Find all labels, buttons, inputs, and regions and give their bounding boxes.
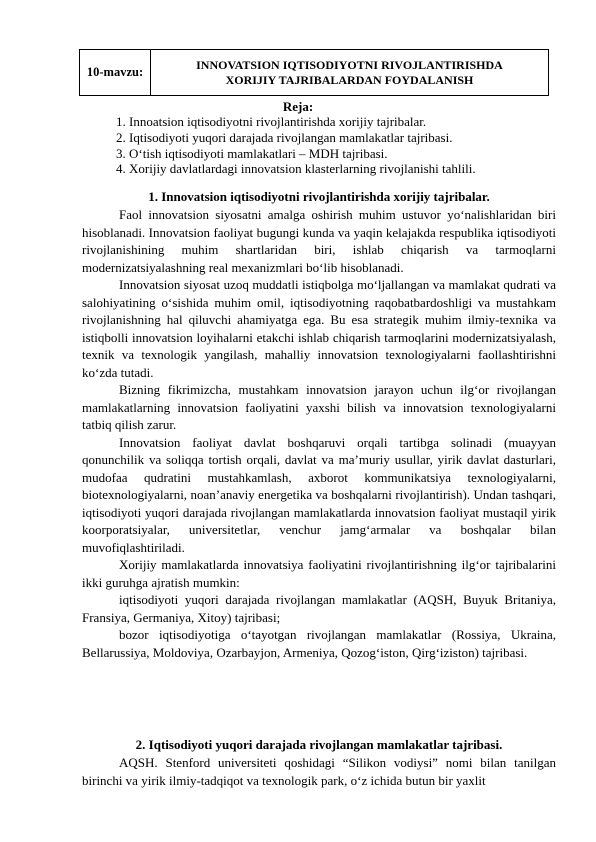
paragraph: Bizning fikrimizcha, mustahkam innovatsion jarayon uchun ilg‘or rivojlangan mamlakatlarning innovatsion faoliyatini yaxshi bilish va innovatsion texnologiyalarni tatbiq qilish zarur.: [82, 382, 556, 432]
paragraph: iqtisodiyoti yuqori darajada rivojlangan mamlakatlar (AQSH, Buyuk Britaniya, Fransiya, Germaniya, Xitoy) tajribasi;: [82, 592, 556, 625]
plan-item: 1. Innoatsion iqtisodiyotni rivojlantirishda xorijiy tajribalar.: [116, 114, 427, 129]
plan-title: Reja:: [282, 99, 314, 114]
section-2-body: [82, 754, 556, 789]
section-1-body: [82, 206, 556, 661]
paragraph: Faol innovatsion siyosatni amalga oshirish muhim ustuvor yo‘nalishlaridan biri hisoblanadi. Innovatsion faoliyat bugungi kunda va yaqin kelajakda respublika iqtisodiyoti rivojlanishining muhim shartlaridan biri, ishlab chiqarish va tarmoqlarni modernizatsiyalashning real mexanizmlari bo‘lib hisoblanadi.: [82, 207, 556, 275]
section-1-heading: 1. Innovatsion iqtisodiyotni rivojlantirishda xorijiy tajribalar.: [148, 189, 490, 204]
paragraph: Innovatsion faoliyat davlat boshqaruvi orqali tartibga solinadi (muayyan qonunchilik va soliqqa tortish orqali, davlat va ma’muriy usullar, yirik davlat dasturlari, mudofaa qudratini mustahkamlash, axborot kommunikatsiya texnologiyalarni, biotexnologiyalarni, noan’anaviy energetika va boshqalarni rivojlantirish). Undan tashqari, iqtisodiyoti yuqori darajada rivojlangan mamlakatlarda innovatsion faoliyat mustaqil yirik koorporatsiyalar, universitetlar, venchur jamg‘armalar va boshqalar bilan muvofiqlashtiriladi.: [82, 434, 556, 555]
paragraph: AQSH. Stenford universiteti qoshidagi “Silikon vodiysi” nomi bilan tanilgan birinchi va yirik ilmiy-tadqiqot va texnologik park, o‘z ichida butun bir yaxlit: [82, 755, 556, 788]
section-2-heading: 2. Iqtisodiyoti yuqori darajada rivojlangan mamlakatlar tajribasi.: [135, 737, 503, 752]
plan-item: 2. Iqtisodiyoti yuqori darajada rivojlangan mamlakatlar tajribasi.: [116, 129, 453, 145]
paragraph: bozor iqtisodiyotiga o‘tayotgan rivojlangan mamlakatlar (Rossiya, Ukraina, Bellarussiya, Moldoviya, Ozarbayjon, Armeniya, Qozog‘iston, Qirg‘iziston) tajribasi.: [82, 627, 556, 660]
topic-title-line-2: XORIJIY TAJRIBALARDAN FOYDALANISH: [225, 72, 474, 87]
topic-header-table: [79, 49, 549, 96]
paragraph: Xorijiy mamlakatlarda innovatsiya faoliyatini rivojlantirishning ilg‘or tajribalarini ikki guruhga ajratish mumkin:: [82, 557, 556, 590]
paragraph: Innovatsion siyosat uzoq muddatli istiqbolga mo‘ljallangan va mamlakat qudrati va salohiyatining o‘sishida muhim omil, iqtisodiyotning raqobatbardoshligi va mustahkam rivojlanishning hal qiluvchi ahamiyatga ega. Bu esa strategik muhim ilmiy-texnika va istiqbolli innovatsion loyihalarni etakchi ishlab chiqarish tarmoqlarini modernizatsiyalash, texnik va texnologik yangilash, mahalliy innovatsion texnologiyalarni faollashtirishni ko‘zda tutadi.: [82, 277, 556, 380]
plan-item: 3. O‘tish iqtisodiyoti mamlakatlari – MDH tajribasi.: [116, 145, 388, 161]
topic-number: 10-mavzu:: [80, 50, 151, 95]
plan-list: [116, 114, 556, 177]
topic-title-line-1: INNOVATSION IQTISODIYOTNI RIVOJLANTIRISHDA: [196, 57, 503, 72]
topic-title: [151, 50, 548, 95]
plan-item: 4. Xorijiy davlatlardagi innovatsion klasterlarning rivojlanishi tahlili.: [116, 161, 476, 177]
